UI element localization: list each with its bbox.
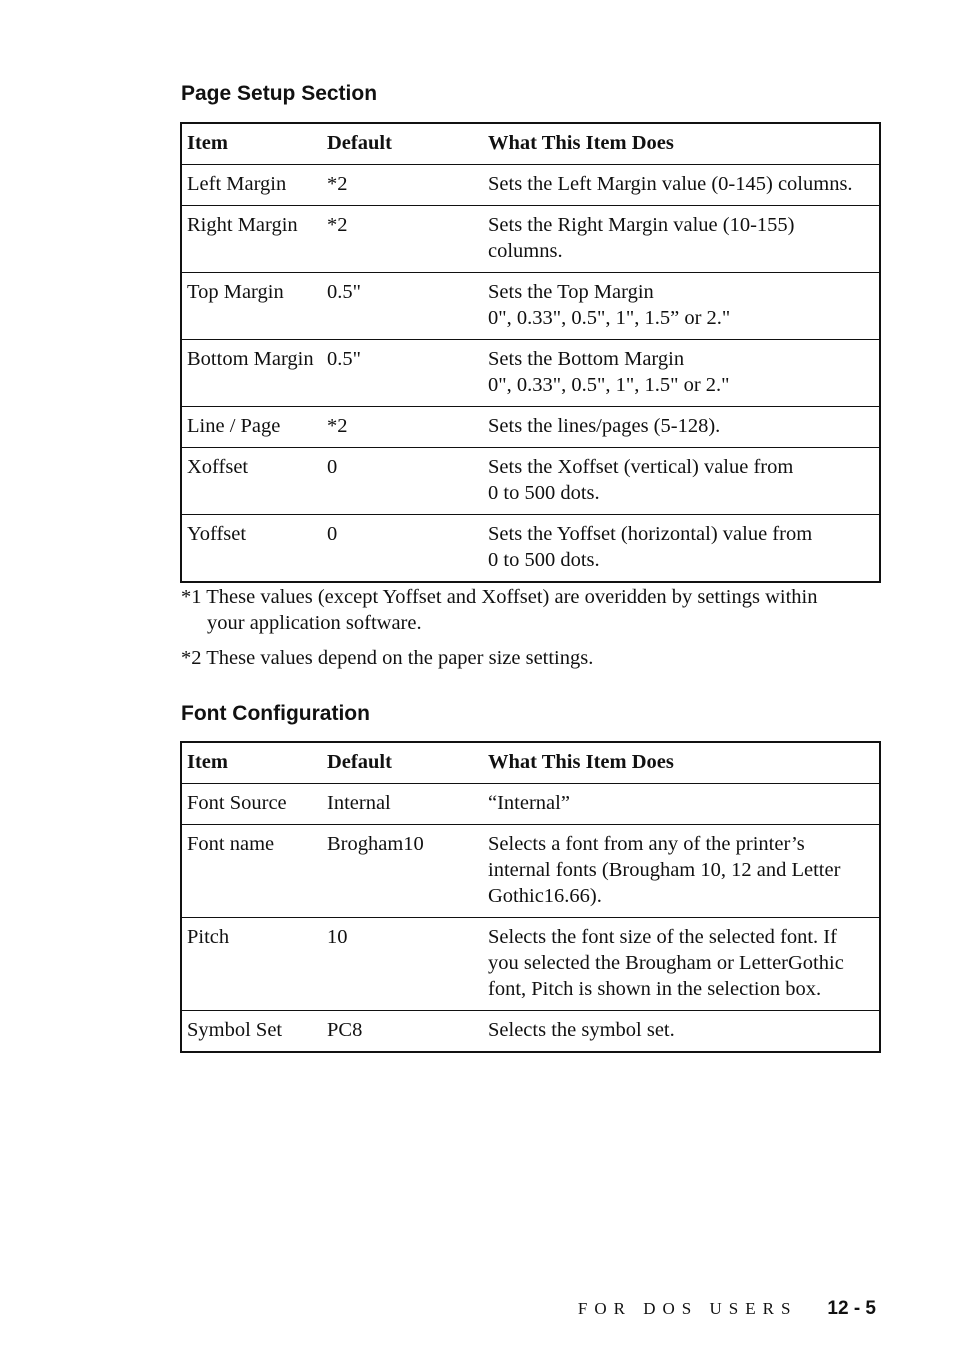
table-row	[181, 784, 880, 825]
cell-default: 0	[327, 456, 338, 478]
cell-default: 0.5"	[327, 281, 361, 303]
cell-default: 0.5"	[327, 348, 361, 370]
cell-item: Font Source	[187, 792, 287, 814]
description-line: 0 to 500 dots.	[488, 482, 600, 504]
cell-description	[483, 273, 880, 340]
cell-description	[483, 206, 880, 273]
cell-item: Line / Page	[187, 415, 281, 437]
table-header-row	[181, 123, 880, 165]
page-footer	[578, 1298, 876, 1320]
description-line: Gothic16.66).	[488, 885, 602, 907]
description-line: Sets the Xoffset (vertical) value from	[488, 456, 794, 478]
footnote-1-line-2: your application software.	[207, 612, 422, 634]
description-line: you selected the Brougham or LetterGothic	[488, 952, 844, 974]
table-row	[181, 448, 880, 515]
table-row	[181, 825, 880, 918]
cell-default: Brogham10	[327, 833, 424, 855]
page-setup-table	[180, 122, 881, 583]
table-row	[181, 1011, 880, 1053]
description-line: Sets the Right Margin value (10-155)	[488, 214, 795, 236]
cell-default: PC8	[327, 1019, 363, 1041]
column-header-default: Default	[327, 751, 392, 773]
cell-item: Xoffset	[187, 456, 249, 478]
cell-item: Yoffset	[187, 523, 247, 545]
cell-item: Left Margin	[187, 173, 287, 195]
cell-default: Internal	[327, 792, 391, 814]
column-header-item: Item	[187, 132, 228, 154]
cell-default: *2	[327, 415, 348, 437]
description-line: Selects a font from any of the printer’s	[488, 833, 805, 855]
table-header-row	[181, 742, 880, 784]
table-row	[181, 515, 880, 583]
cell-item: Font name	[187, 833, 275, 855]
cell-default: *2	[327, 173, 348, 195]
description-line: Sets the lines/pages (5-128).	[488, 415, 721, 437]
cell-description	[483, 784, 880, 825]
description-line: Selects the font size of the selected font. If	[488, 926, 837, 948]
description-line: 0", 0.33", 0.5", 1", 1.5” or 2."	[488, 307, 731, 329]
footnote-1-line-1: *1 These values (except Yoffset and Xoffset) are overidden by settings within	[181, 586, 818, 608]
cell-item: Right Margin	[187, 214, 298, 236]
font-configuration-table	[180, 741, 881, 1053]
page-setup-heading: Page Setup Section	[181, 82, 378, 105]
cell-description	[483, 448, 880, 515]
column-header-description: What This Item Does	[488, 751, 674, 773]
cell-default: 10	[327, 926, 348, 948]
cell-default: *2	[327, 214, 348, 236]
description-line: Sets the Bottom Margin	[488, 348, 685, 370]
cell-default: 0	[327, 523, 338, 545]
page-number: 12 - 5	[827, 1298, 876, 1319]
cell-description	[483, 515, 880, 583]
table-row	[181, 273, 880, 340]
description-line: internal fonts (Brougham 10, 12 and Letter	[488, 859, 841, 881]
cell-item: Symbol Set	[187, 1019, 283, 1041]
footnote-2: *2 These values depend on the paper size settings.	[181, 647, 594, 669]
description-line: 0 to 500 dots.	[488, 549, 600, 571]
cell-description	[483, 165, 880, 206]
table-row	[181, 918, 880, 1011]
cell-description	[483, 340, 880, 407]
column-header-default: Default	[327, 132, 392, 154]
description-line: Sets the Top Margin	[488, 281, 654, 303]
footer-section-title: FOR DOS USERS	[577, 1299, 798, 1318]
description-line: “Internal”	[488, 792, 570, 814]
description-line: Sets the Left Margin value (0-145) columns.	[488, 173, 853, 195]
table-row	[181, 407, 880, 448]
description-line: columns.	[488, 240, 563, 262]
column-header-item: Item	[187, 751, 228, 773]
column-header-description: What This Item Does	[488, 132, 674, 154]
description-line: font, Pitch is shown in the selection box.	[488, 978, 822, 1000]
font-configuration-heading: Font Configuration	[181, 702, 370, 725]
description-line: Selects the symbol set.	[488, 1019, 675, 1041]
cell-description	[483, 1011, 880, 1053]
footnote-1	[181, 584, 881, 636]
description-line: Sets the Yoffset (horizontal) value from	[488, 523, 813, 545]
cell-description	[483, 407, 880, 448]
description-line: 0", 0.33", 0.5", 1", 1.5" or 2."	[488, 374, 730, 396]
cell-description	[483, 825, 880, 918]
cell-item: Top Margin	[187, 281, 284, 303]
cell-item: Bottom Margin	[187, 348, 314, 370]
table-row	[181, 206, 880, 273]
table-row	[181, 165, 880, 206]
cell-item: Pitch	[187, 926, 230, 948]
table-row	[181, 340, 880, 407]
cell-description	[483, 918, 880, 1011]
